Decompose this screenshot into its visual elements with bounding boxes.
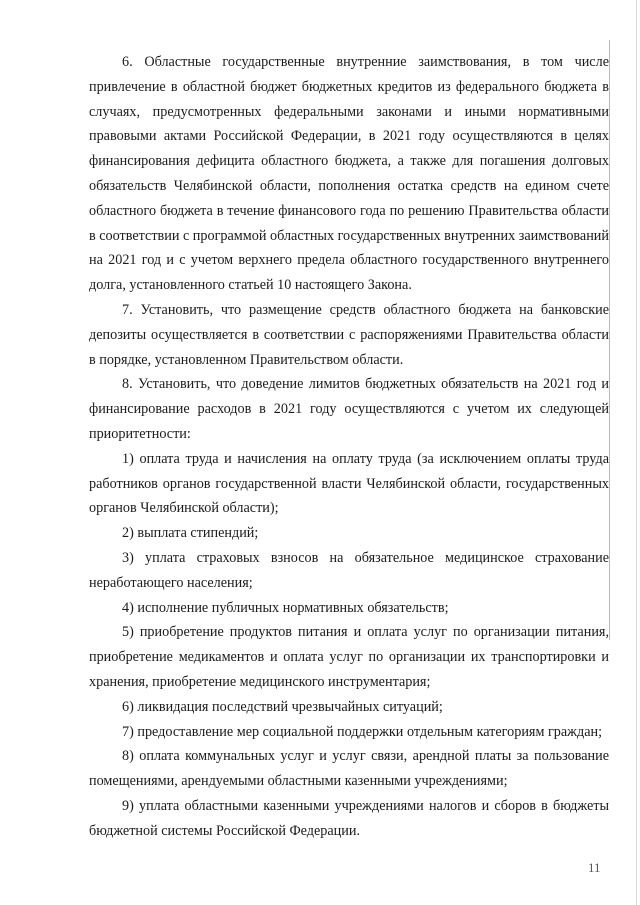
list-item-1: 1) оплата труда и начисления на оплату труда (за исключением оплаты труда работников органов государственной власти Челябинской области, государственных органов Челябинской области); <box>89 450 609 517</box>
document-body <box>89 50 609 844</box>
page-number: 11 <box>588 860 601 875</box>
list-item-8: 8) оплата коммунальных услуг и услуг связи, арендной платы за пользование помещениями, арендуемыми областными казенными учреждениями; <box>89 748 609 790</box>
scan-edge-line <box>609 40 610 640</box>
paragraph-7-deposits: 7. Установить, что размещение средств областного бюджета на банковские депозиты осуществляется в соответствии с распоряжениями Правительства области в порядке, установленном Правительством области. <box>89 301 609 368</box>
list-item-2: 2) выплата стипендий; <box>122 525 259 542</box>
paragraph-8-priorities: 8. Установить, что доведение лимитов бюджетных обязательств на 2021 год и финансирование расходов в 2021 году осуществляются с учетом их следующей приоритетности: <box>89 376 609 442</box>
list-item-7: 7) предоставление мер социальной поддержки отдельным категориям граждан; <box>122 723 603 740</box>
list-item-5: 5) приобретение продуктов питания и оплата услуг по организации питания, приобретение медикаментов и оплата услуг по организации их транспортировки и хранения, приобретение медицинского инструментария; <box>89 624 609 690</box>
list-item-3: 3) уплата страховых взносов на обязательное медицинское страхование неработающего населения; <box>89 549 609 591</box>
scan-border <box>636 0 637 905</box>
list-item-4: 4) исполнение публичных нормативных обязательств; <box>122 599 449 616</box>
list-item-6: 6) ликвидация последствий чрезвычайных ситуаций; <box>122 698 443 715</box>
paragraph-6-borrowings: 6. Областные государственные внутренние заимствования, в том числе привлечение в областной бюджет бюджетных кредитов из федерального бюджета в случаях, предусмотренных федеральными законами и иными нормативными правовыми актами Российской Федерации, в 2021 году осуществляются в целях финансирования дефицита областного бюджета, а также для погашения долговых обязательств Челябинской области, пополнения остатка средств на едином счете областного бюджета в течение финансового года по решению Правительства области в соответствии с программой областных государственных внутренних заимствований на 2021 год и с учетом верхнего предела областного государственного внутреннего долга, установленного статьей 10 настоящего Закона. <box>89 54 609 294</box>
list-item-9: 9) уплата областными казенными учреждениями налогов и сборов в бюджеты бюджетной системы Российской Федерации. <box>89 797 609 839</box>
